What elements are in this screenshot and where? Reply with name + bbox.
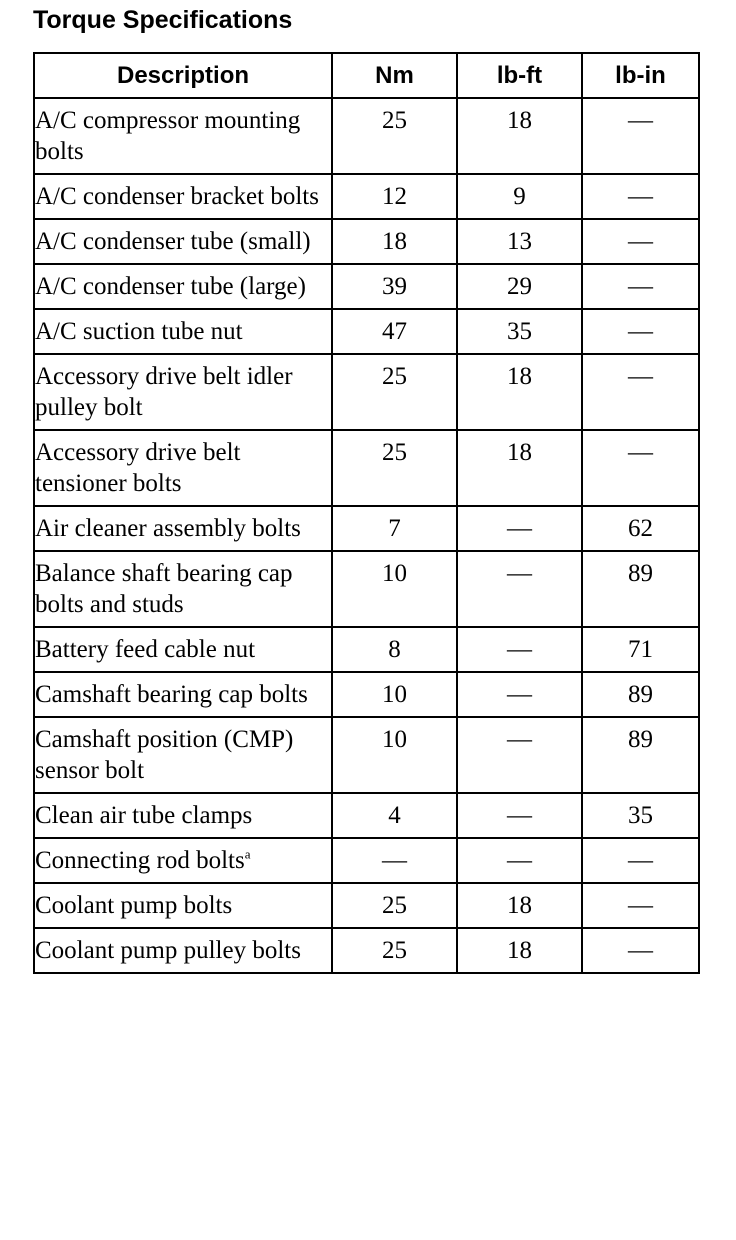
cell-description: [34, 354, 332, 430]
cell-lb-in: —: [582, 430, 699, 506]
cell-lb-in: 89: [582, 551, 699, 627]
table-row: [34, 264, 699, 309]
cell-lb-in: —: [582, 354, 699, 430]
cell-nm: 12: [332, 174, 457, 219]
table-row: [34, 838, 699, 883]
cell-lb-in: —: [582, 928, 699, 973]
description-text: A/C condenser bracket bolts: [35, 183, 319, 210]
table-header-row: [34, 53, 699, 98]
cell-lb-in: —: [582, 264, 699, 309]
cell-description: [34, 793, 332, 838]
page-title: Torque Specifications: [33, 6, 293, 34]
cell-lb-ft: 18: [457, 928, 582, 973]
cell-lb-ft: —: [457, 627, 582, 672]
cell-nm: 18: [332, 219, 457, 264]
cell-description: [34, 430, 332, 506]
cell-lb-ft: 18: [457, 98, 582, 174]
cell-lb-ft: 35: [457, 309, 582, 354]
description-text: Air cleaner assembly bolts: [35, 515, 301, 542]
table-row: [34, 506, 699, 551]
cell-lb-in: —: [582, 309, 699, 354]
table-row: [34, 627, 699, 672]
cell-lb-in: 89: [582, 672, 699, 717]
cell-lb-ft: 18: [457, 354, 582, 430]
cell-lb-ft: 29: [457, 264, 582, 309]
footnote-marker: a: [244, 846, 251, 862]
cell-description: [34, 928, 332, 973]
column-header-nm: Nm: [332, 53, 457, 98]
table-body: [34, 98, 699, 973]
cell-nm: 10: [332, 672, 457, 717]
description-text: A/C condenser tube (small): [35, 228, 311, 255]
cell-description: [34, 98, 332, 174]
description-text: A/C suction tube nut: [35, 318, 243, 345]
cell-lb-ft: 18: [457, 883, 582, 928]
description-text: Battery feed cable nut: [35, 636, 256, 663]
table-row: [34, 551, 699, 627]
cell-lb-ft: —: [457, 551, 582, 627]
table-row: [34, 174, 699, 219]
cell-nm: 25: [332, 883, 457, 928]
cell-description: [34, 717, 332, 793]
description-text: Connecting rod bolts: [35, 847, 245, 874]
description-text: Camshaft bearing cap bolts: [35, 681, 308, 708]
table-row: [34, 219, 699, 264]
cell-lb-ft: 18: [457, 430, 582, 506]
cell-lb-ft: —: [457, 717, 582, 793]
table-row: [34, 309, 699, 354]
cell-lb-in: —: [582, 174, 699, 219]
cell-lb-ft: —: [457, 672, 582, 717]
table-row: [34, 717, 699, 793]
cell-description: [34, 672, 332, 717]
cell-lb-ft: —: [457, 793, 582, 838]
cell-description: [34, 627, 332, 672]
cell-nm: 25: [332, 354, 457, 430]
column-header-lb-in: lb-in: [582, 53, 699, 98]
description-text: Balance shaft bearing cap bolts and studs: [35, 560, 293, 618]
cell-lb-in: 62: [582, 506, 699, 551]
cell-nm: —: [332, 838, 457, 883]
cell-nm: 4: [332, 793, 457, 838]
table-row: [34, 98, 699, 174]
table-row: [34, 354, 699, 430]
cell-nm: 7: [332, 506, 457, 551]
cell-nm: 8: [332, 627, 457, 672]
cell-nm: 10: [332, 551, 457, 627]
cell-lb-ft: —: [457, 838, 582, 883]
cell-lb-in: —: [582, 883, 699, 928]
table-row: [34, 672, 699, 717]
cell-lb-in: —: [582, 98, 699, 174]
cell-lb-ft: 13: [457, 219, 582, 264]
description-text: Coolant pump pulley bolts: [35, 937, 301, 964]
cell-lb-in: 89: [582, 717, 699, 793]
description-text: Coolant pump bolts: [35, 892, 233, 919]
cell-lb-ft: —: [457, 506, 582, 551]
torque-spec-table: [33, 52, 700, 974]
column-header-lb-ft: lb-ft: [457, 53, 582, 98]
cell-nm: 47: [332, 309, 457, 354]
table-row: [34, 928, 699, 973]
cell-description: [34, 506, 332, 551]
table-row: [34, 793, 699, 838]
cell-nm: 25: [332, 98, 457, 174]
cell-description: [34, 174, 332, 219]
cell-lb-ft: 9: [457, 174, 582, 219]
cell-lb-in: —: [582, 838, 699, 883]
cell-lb-in: 71: [582, 627, 699, 672]
cell-lb-in: —: [582, 219, 699, 264]
table-row: [34, 883, 699, 928]
cell-description: [34, 551, 332, 627]
cell-description: [34, 309, 332, 354]
cell-description: [34, 264, 332, 309]
cell-lb-in: 35: [582, 793, 699, 838]
description-text: Accessory drive belt tensioner bolts: [35, 439, 241, 497]
cell-nm: 39: [332, 264, 457, 309]
table-row: [34, 430, 699, 506]
column-header-description: Description: [34, 53, 332, 98]
cell-nm: 25: [332, 430, 457, 506]
cell-description: [34, 838, 332, 883]
description-text: Camshaft position (CMP) sensor bolt: [35, 726, 294, 784]
cell-nm: 10: [332, 717, 457, 793]
description-text: A/C compressor mounting bolts: [35, 107, 301, 165]
description-text: Clean air tube clamps: [35, 802, 253, 829]
cell-nm: 25: [332, 928, 457, 973]
description-text: A/C condenser tube (large): [35, 273, 306, 300]
description-text: Accessory drive belt idler pulley bolt: [35, 363, 293, 421]
cell-description: [34, 883, 332, 928]
cell-description: [34, 219, 332, 264]
